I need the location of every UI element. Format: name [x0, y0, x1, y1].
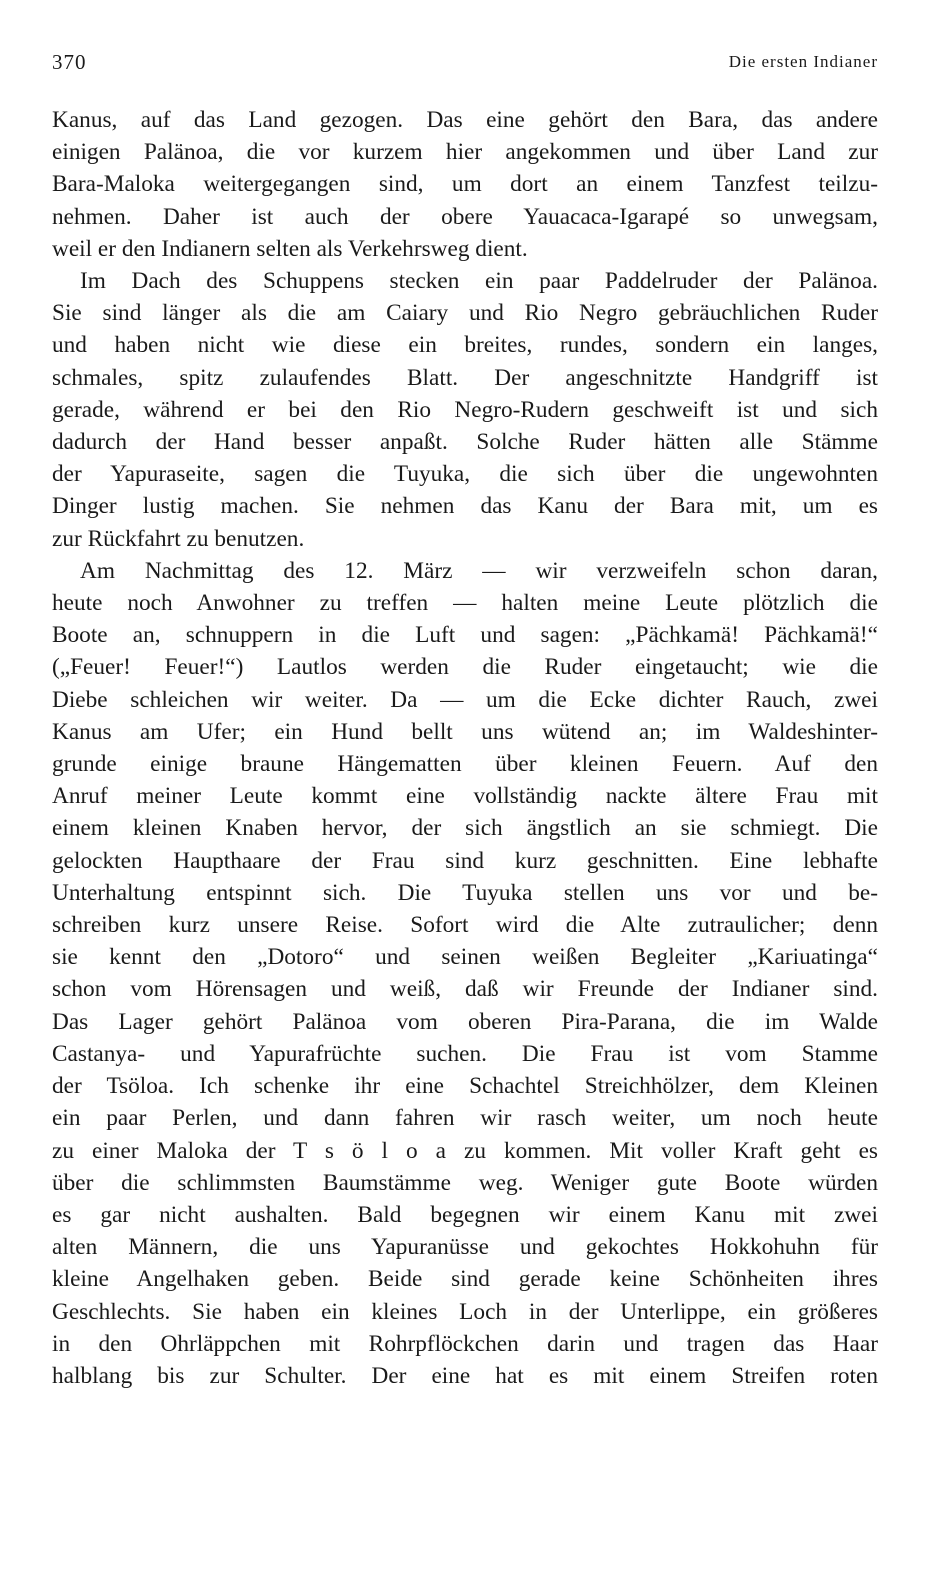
- text-line: Dinger lustig machen. Sie nehmen das Kanu der Bara mit, um es: [52, 493, 878, 520]
- text-line: schmales, spitz zulaufendes Blatt. Der angeschnitzte Handgriff ist: [52, 364, 878, 391]
- text-line: weil er den Indianern selten als Verkehrsweg dient.: [52, 235, 528, 262]
- text-line: grunde einige braune Hängematten über kleinen Feuern. Auf den: [52, 751, 878, 778]
- text-line: in den Ohrläppchen mit Rohrpflöckchen darin und tragen das Haar: [52, 1330, 878, 1357]
- text-line: („Feuer! Feuer!“) Lautlos werden die Ruder eingetaucht; wie die: [52, 654, 878, 681]
- text-line: heute noch Anwohner zu treffen — halten meine Leute plötzlich die: [52, 590, 878, 617]
- text-line: Castanya- und Yapurafrüchte suchen. Die Frau ist vom Stamme: [52, 1040, 878, 1067]
- text-line: gelockten Haupthaare der Frau sind kurz geschnitten. Eine lebhafte: [52, 847, 878, 874]
- text-line: sie kennt den „Dotoro“ und seinen weißen Begleiter „Kariuatinga“: [52, 944, 878, 971]
- text-line: einem kleinen Knaben hervor, der sich ängstlich an sie schmiegt. Die: [52, 815, 878, 842]
- paragraph: [52, 104, 878, 265]
- text-line: Geschlechts. Sie haben ein kleines Loch in der Unterlippe, ein größeres: [52, 1298, 878, 1325]
- text-line: Kanus am Ufer; ein Hund bellt uns wütend an; im Waldeshinter-: [52, 718, 878, 745]
- text-line: der Tsöloa. Ich schenke ihr eine Schachtel Streichhölzer, dem Kleinen: [52, 1073, 878, 1100]
- text-line: Das Lager gehört Palänoa vom oberen Pira-Parana, die im Walde: [52, 1008, 878, 1035]
- text-line: und haben nicht wie diese ein breites, rundes, sondern ein langes,: [52, 332, 878, 359]
- text-line: Boote an, schnuppern in die Luft und sagen: „Pächkamä! Pächkamä!“: [52, 622, 878, 649]
- text-line: der Yapuraseite, sagen die Tuyuka, die sich über die ungewohnten: [52, 461, 878, 488]
- text-line: nehmen. Daher ist auch der obere Yauacaca-Igarapé so unwegsam,: [52, 203, 878, 230]
- text-line: Anruf meiner Leute kommt eine vollständig nackte ältere Frau mit: [52, 783, 878, 810]
- paragraph: [52, 265, 878, 555]
- text-line: kleine Angelhaken geben. Beide sind gerade keine Schönheiten ihres: [52, 1266, 878, 1293]
- page-number: 370: [52, 50, 87, 74]
- paragraph: [52, 555, 878, 1392]
- text-line: dadurch der Hand besser anpaßt. Solche Ruder hätten alle Stämme: [52, 429, 878, 456]
- text-line: einigen Palänoa, die vor kurzem hier angekommen und über Land zur: [52, 139, 878, 166]
- running-title: Die ersten Indianer: [728, 52, 878, 71]
- running-head: [52, 50, 878, 80]
- text-line: zu einer Maloka der T s ö l o a zu kommen. Mit voller Kraft geht es: [52, 1137, 878, 1164]
- text-line: Im Dach des Schuppens stecken ein paar Paddelruder der Palänoa.: [80, 268, 878, 295]
- text-line: alten Männern, die uns Yapuranüsse und gekochtes Hokkohuhn für: [52, 1234, 878, 1261]
- text-line: schreiben kurz unsere Reise. Sofort wird die Alte zutraulicher; denn: [52, 912, 878, 939]
- text-line: zur Rückfahrt zu benutzen.: [52, 525, 305, 552]
- text-line: schon vom Hörensagen und weiß, daß wir Freunde der Indianer sind.: [52, 976, 878, 1003]
- text-line: halblang bis zur Schulter. Der eine hat es mit einem Streifen roten: [52, 1362, 878, 1389]
- body-text: [52, 104, 878, 1392]
- text-line: Am Nachmittag des 12. März — wir verzweifeln schon daran,: [80, 557, 878, 584]
- text-line: es gar nicht aushalten. Bald begegnen wir einem Kanu mit zwei: [52, 1201, 878, 1228]
- text-line: Unterhaltung entspinnt sich. Die Tuyuka stellen uns vor und be-: [52, 879, 878, 906]
- text-line: Diebe schleichen wir weiter. Da — um die Ecke dichter Rauch, zwei: [52, 686, 878, 713]
- text-line: ein paar Perlen, und dann fahren wir rasch weiter, um noch heute: [52, 1105, 878, 1132]
- text-line: gerade, während er bei den Rio Negro-Rudern geschweift ist und sich: [52, 396, 878, 423]
- text-line: Sie sind länger als die am Caiary und Rio Negro gebräuchlichen Ruder: [52, 300, 878, 327]
- text-line: Bara-Maloka weitergegangen sind, um dort an einem Tanzfest teilzu-: [52, 171, 878, 198]
- text-line: Kanus, auf das Land gezogen. Das eine gehört den Bara, das andere: [52, 107, 878, 133]
- text-line: über die schlimmsten Baumstämme weg. Weniger gute Boote würden: [52, 1169, 878, 1196]
